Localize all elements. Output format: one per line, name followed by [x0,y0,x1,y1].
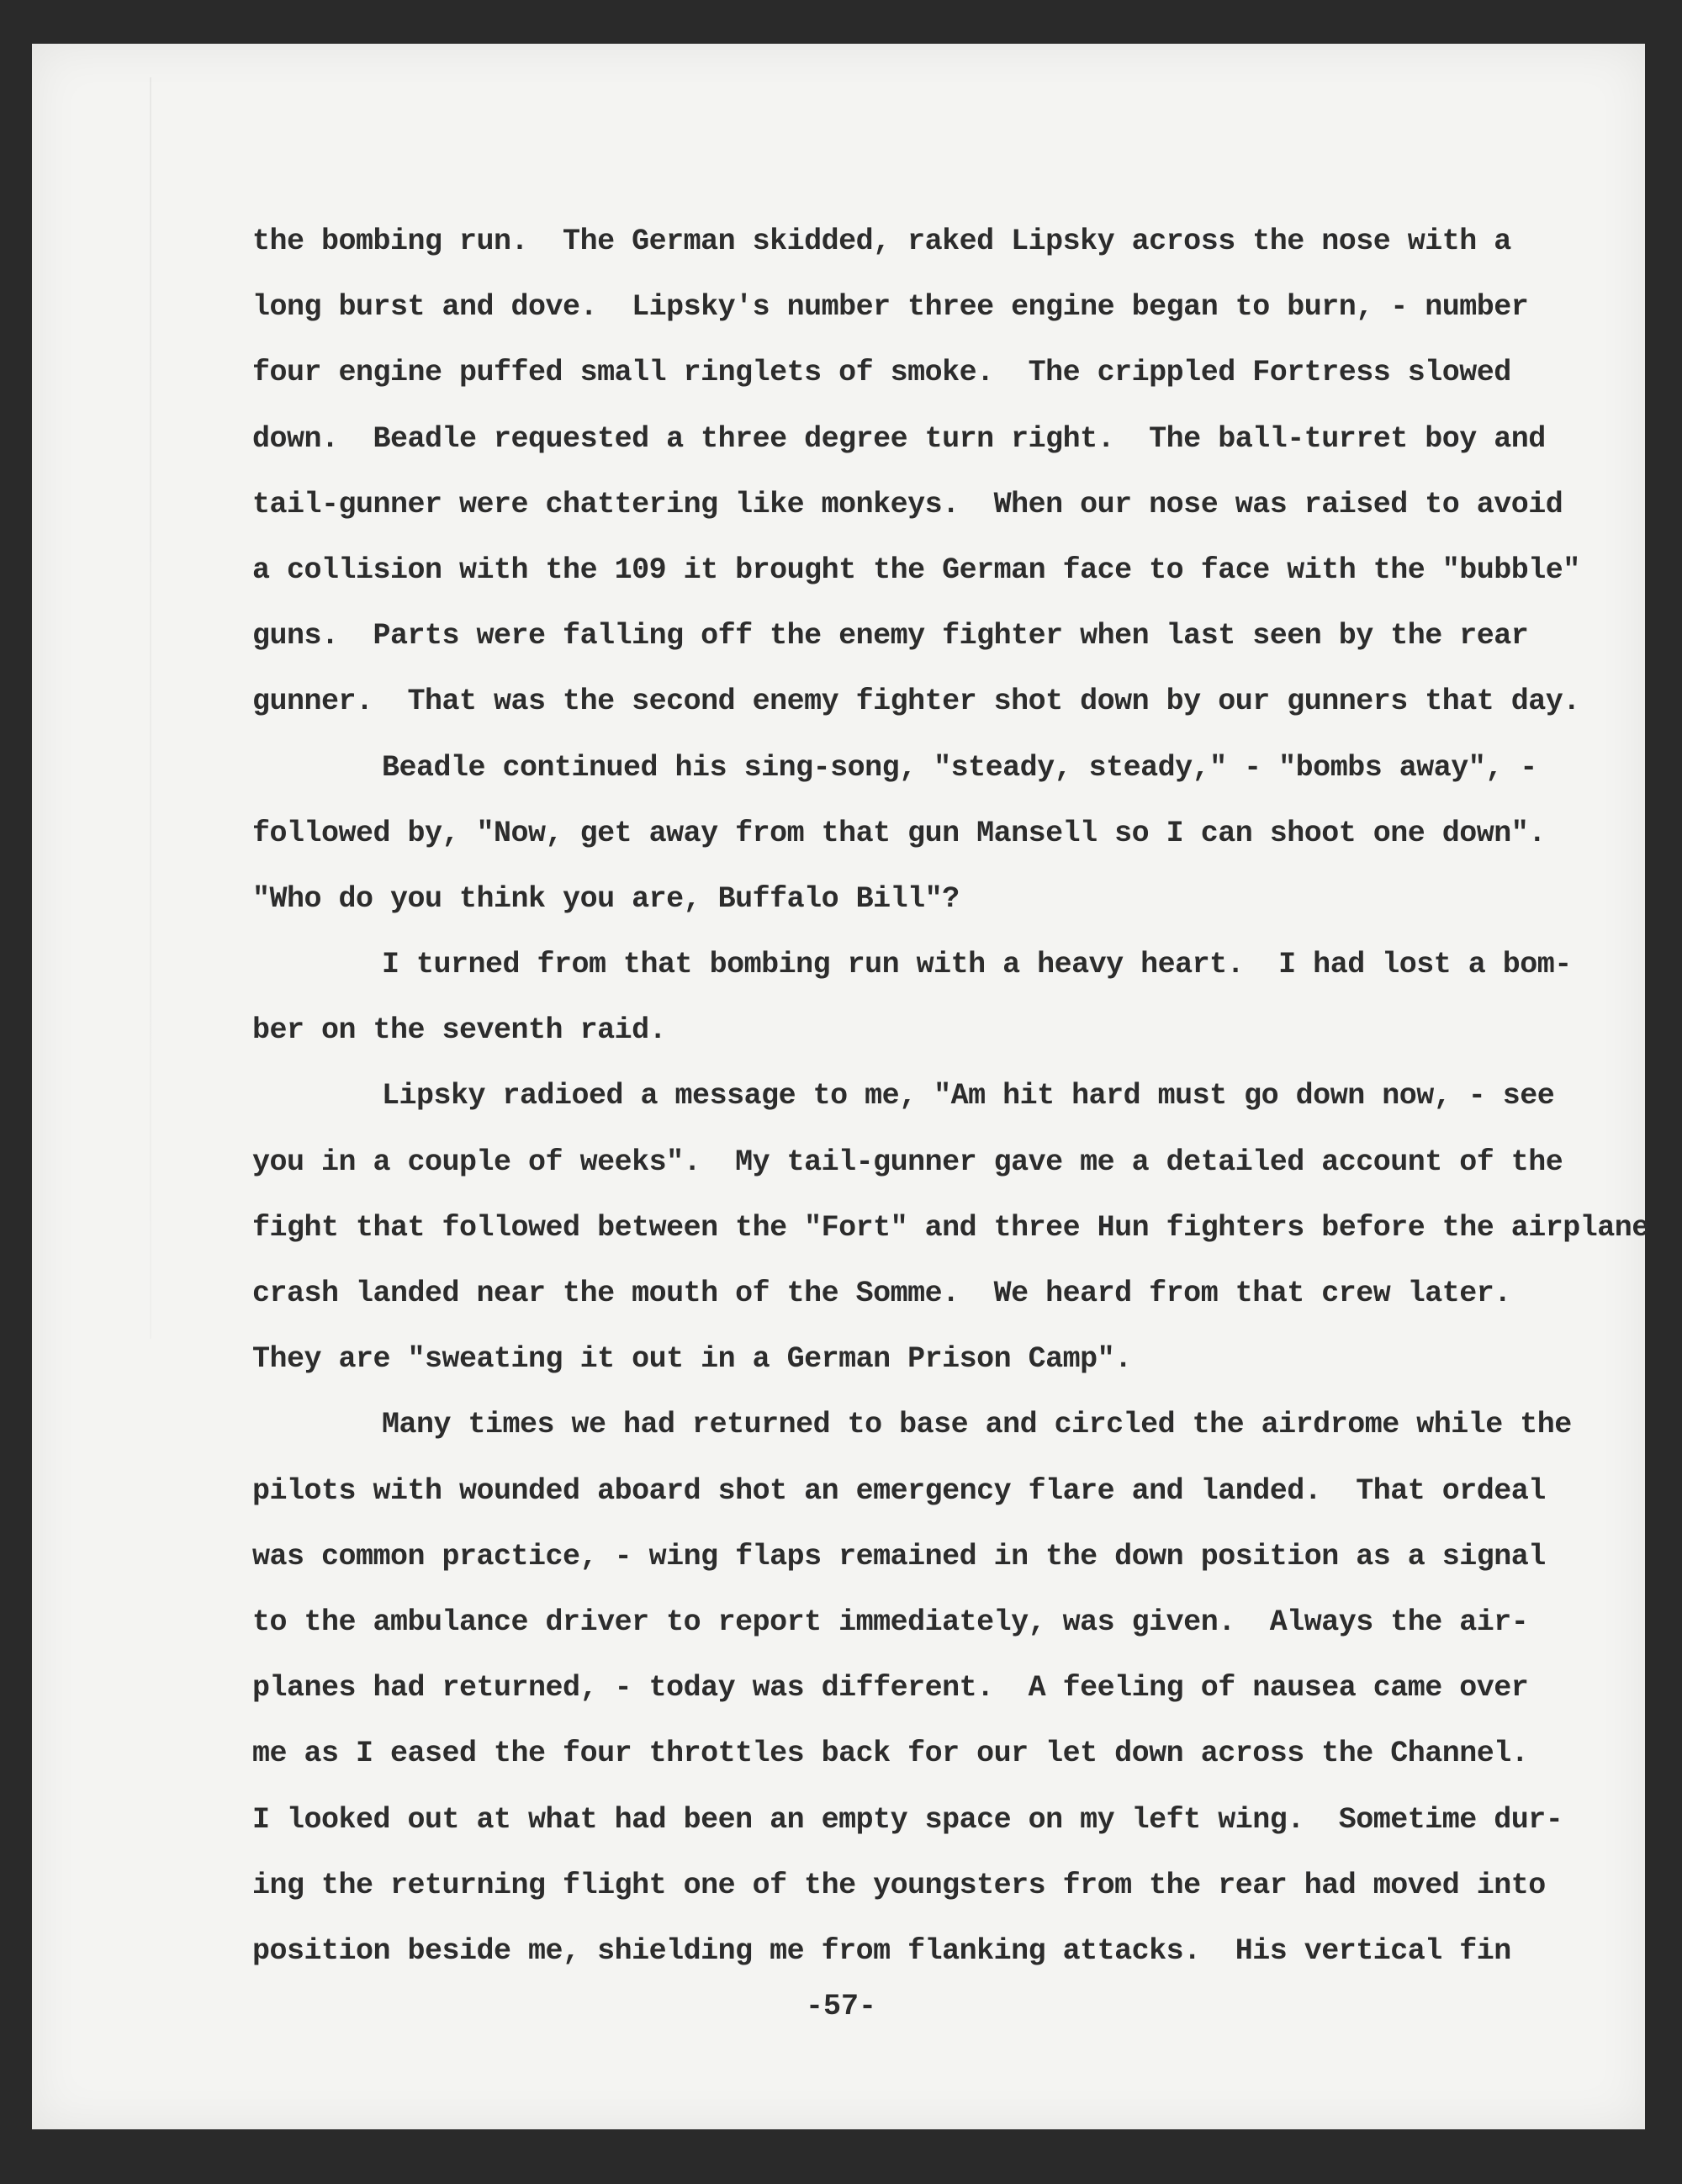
text-line: Lipsky radioed a message to me, "Am hit hard must go down now, - see [382,1079,1555,1113]
page-number: -57- [805,1990,876,2023]
typed-text-body [252,209,1649,1984]
text-line: down. Beadle requested a three degree turn right. The ball-turret boy and [252,421,1546,456]
text-line: I looked out at what had been an empty space on my left wing. Sometime dur- [252,1802,1563,1837]
text-line: you in a couple of weeks". My tail-gunner gave me a detailed account of the [252,1145,1563,1179]
text-line: tail-gunner were chattering like monkeys. When our nose was raised to avoid [252,487,1563,521]
text-line: me as I eased the four throttles back for our let down across the Channel. [252,1737,1529,1771]
text-line: a collision with the 109 it brought the German face to face with the "bubble" [252,553,1580,587]
text-line: planes had returned, - today was different. A feeling of nausea came over [252,1671,1529,1705]
text-line: the bombing run. The German skidded, raked Lipsky across the nose with a [252,225,1511,258]
text-line: crash landed near the mouth of the Somme. We heard from that crew later. [252,1277,1511,1310]
text-line: "Who do you think you are, Buffalo Bill"? [252,881,960,916]
text-line: Beadle continued his sing-song, "steady, steady," - "bombs away", - [382,750,1537,785]
text-line: ing the returning flight one of the youngsters from the rear had moved into [252,1868,1546,1902]
paper-fold-mark [150,77,151,1339]
text-line: pilots with wounded aboard shot an emergency flare and landed. That ordeal [252,1473,1546,1508]
text-line: gunner. That was the second enemy fighter shot down by our gunners that day. [252,685,1580,719]
text-line: to the ambulance driver to report immediately, was given. Always the air- [252,1605,1529,1639]
text-line: followed by, "Now, get away from that gun Mansell so I can shoot one down". [252,816,1546,850]
text-line: fight that followed between the "Fort" and three Hun fighters before the airplane [252,1210,1649,1245]
text-line: guns. Parts were falling off the enemy fighter when last seen by the rear [252,619,1529,653]
text-line: four engine puffed small ringlets of smoke. The crippled Fortress slowed [252,356,1511,390]
text-line: I turned from that bombing run with a heavy heart. I had lost a bom- [382,948,1572,982]
text-line: Many times we had returned to base and circled the airdrome while the [382,1408,1572,1442]
text-line: long burst and dove. Lipsky's number three engine began to burn, - number [252,290,1529,325]
text-line: position beside me, shielding me from flanking attacks. His vertical fin [252,1933,1511,1968]
text-line: ber on the seventh raid. [252,1013,667,1048]
text-line: They are "sweating it out in a German Prison Camp". [252,1342,1132,1377]
text-line: was common practice, - wing flaps remained in the down position as a signal [252,1539,1546,1573]
